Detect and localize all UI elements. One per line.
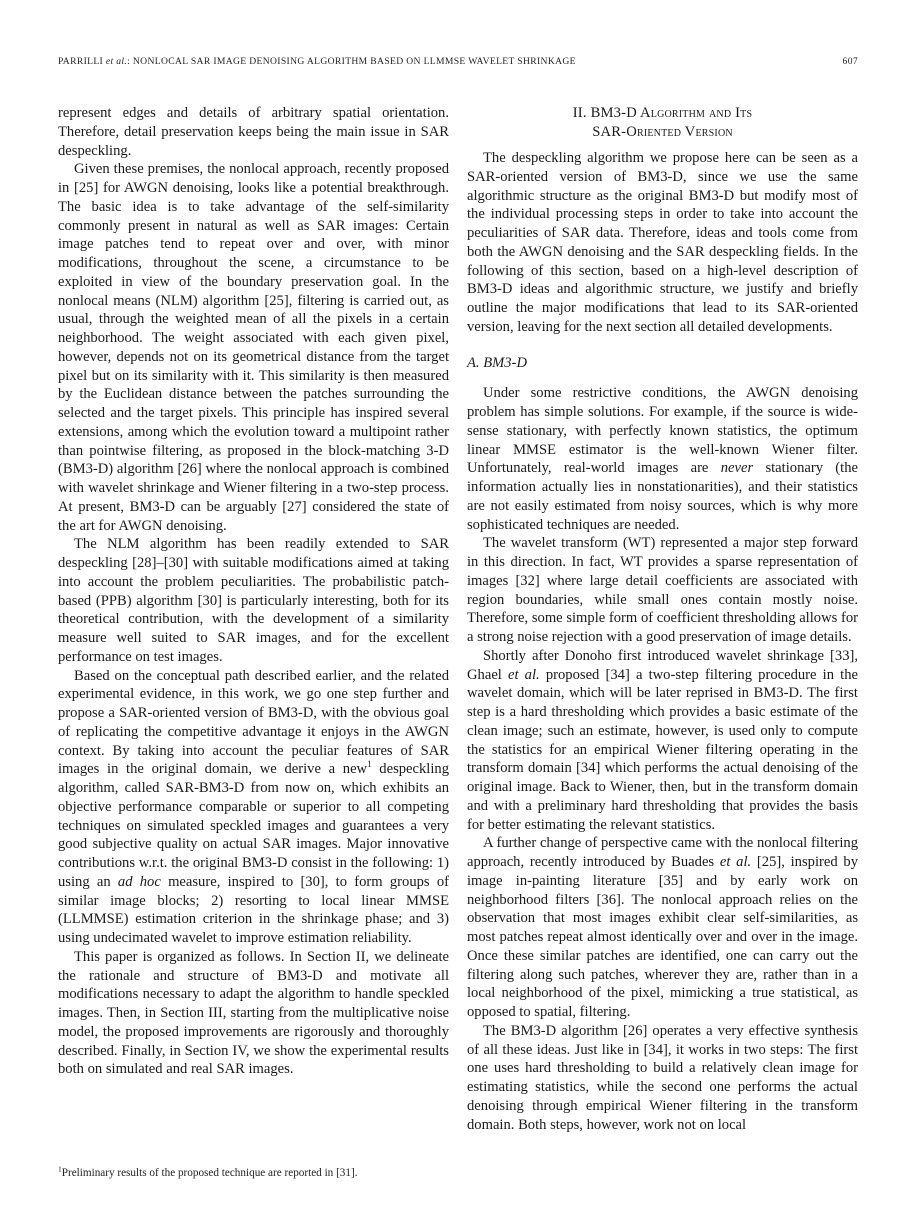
paragraph: represent edges and details of arbitrary spatial orientation. Therefore, detail preservation keeps being the main issue in SAR despeckling. (58, 105, 449, 159)
footnote-text: Preliminary results of the proposed technique are reported in [31]. (61, 1167, 358, 1179)
italic-text: et al. (508, 666, 540, 683)
italic-text: ad hoc (117, 873, 161, 890)
left-column (58, 104, 449, 1079)
text-span: proposed [34] a two-step filtering procedure in the wavelet domain, which will be later reprised in BM3-D. The first step is a hard thresholding which provides a basic estimate of the clean image; such an estimate, however, is used only to compute the statistics for an empirical Wiener filtering operating in the transform domain [34] which performs the actual denoising of the original image. Back to Wiener, then, but in the transform domain and with a preliminary hard thresholding that provides the basis for better estimating the relevant statistics. (467, 666, 858, 833)
text-span: A further change of perspective came with the nonlocal filtering approach, recently introduced by Buades (467, 835, 858, 870)
paragraph: Given these premises, the nonlocal approach, recently proposed in [25] for AWGN denoising, looks like a potential breakthrough. The basic idea is to take advantage of the self-similarity commonly present in natural as well as SAR images: Certain image patches tend to repeat over and over, with minor modifications, throughout the scene, a circumstance to be exploited in view of the boundary preservation goal. In the nonlocal means (NLM) algorithm [25], filtering is carried out, as usual, through the weighted mean of all the pixels in a certain neighborhood. The weight associated with each given pixel, however, depends not on its geometrical distance from the target pixel but on its similarity with it. This similarity is then measured by the Euclidean distance between the patches surrounding the selected and the target pixels. This principle has inspired several extensions, among which the evolution toward a multipoint rather than pointwise filtering, as proposed in the block-matching 3-D (BM3-D) algorithm [26] where the nonlocal approach is combined with wavelet shrinkage and Wiener filtering in a two-step process. At present, BM3-D can be arguably [27] considered the state of the art for AWGN denoising. (58, 161, 449, 534)
paragraph: This paper is organized as follows. In Section II, we delineate the rationale and structure of BM3-D and motivate all modifications necessary to adapt the algorithm to handle speckled images. Then, in Section III, starting from the multiplicative noise model, the proposed improvements are rigorously and thoroughly described. Finally, in Section IV, we show the experimental results both on simulated and real SAR images. (58, 948, 449, 1078)
text-span: Shortly after Donoho first introduced wavelet shrinkage [33], Ghael (467, 647, 858, 683)
text-span: Based on the conceptual path described earlier, and the related experimental evidence, in this work, we go one step further and propose a SAR-oriented version of BM3-D, with the obvious goal of replicating the competitive advantage it enjoys in the AWGN context. By taking into account the peculiar features of SAR images in the original domain, we derive a new (58, 667, 449, 778)
paragraph: The BM3-D algorithm [26] operates a very effective synthesis of all these ideas. Just like in [34], it works in two steps: The first one uses hard thresholding to build a relatively clean image for estimating statistics, while the second one performs the actual denoising through empirical Wiener filtering in the transform domain. Both steps, however, work not on local (467, 1022, 858, 1133)
text-span: Under some restrictive conditions, the AWGN denoising problem has simple solutions. For example, if the source is wide-sense stationary, with perfectly known statistics, the optimum linear MMSE estimator is the well-known Wiener filter. Unfortunately, real-world images are (467, 385, 858, 477)
paragraph (58, 667, 449, 948)
footnote-number: 1 (58, 1164, 62, 1174)
paragraph: The NLM algorithm has been readily extended to SAR despeckling [28]–[30] with suitable modifications aimed at taking into account the problem peculiarities. The probabilistic patch-based (PPB) algorithm [30] is particularly interesting, both for its theoretical contribution, with the development of a similarity measure well suited to SAR images, and for the excellent performance on test images. (58, 536, 449, 665)
paragraph (467, 834, 858, 1022)
footnote (58, 1166, 449, 1180)
running-head (58, 56, 858, 72)
running-head-title: : NONLOCAL SAR IMAGE DENOISING ALGORITHM BASED ON LLMMSE WAVELET SHRINKAGE (127, 56, 576, 67)
italic-text: et al. (719, 854, 752, 870)
paragraph (467, 647, 858, 835)
running-head-etal: et al. (105, 56, 128, 67)
text-span: despeckling algorithm, called SAR-BM3-D from now on, which exhibits an objective performance comparable or superior to all competing techniques on simulated speckled images and guarantees a very good subjective quality on actual SAR images. Major innovative contributions w.r.t. the original BM3-D consist in the following: 1) using an (58, 761, 450, 890)
text-span: measure, inspired to [30], to form groups of similar image blocks; 2) resorting to local linear MMSE (LLMMSE) estimation criterion in the shrinkage phase; and 3) using undecimated wavelet to improve estimation reliability. (58, 873, 450, 946)
section-title-line: SAR-Oriented Version (592, 124, 733, 140)
running-head-authors: PARRILLI (58, 56, 104, 67)
text-span: stationary (the information actually lies in nonstationarities), and their statistics are not easily estimated from noisy sources, which is why more sophisticated techniques are needed. (467, 460, 858, 533)
italic-text: never (720, 460, 754, 477)
text-span: [25], inspired by image in-painting literature [35] and by early work on neighborhood filters [36]. The nonlocal approach relies on the observation that most images exhibit clear self-similarities, as most patches repeat almost identically over and over in the image. Once these similar patches are identified, one can carry out the filtering along such patches, wherever they are, rather than in a local neighborhood of the pixel, mimicking a true statistical, as opposed to spatial, filtering. (467, 854, 858, 1020)
footnote-marker[interactable]: 1 (367, 759, 372, 770)
paragraph (467, 384, 858, 534)
right-column (467, 104, 858, 1134)
page-number: 607 (842, 56, 858, 67)
subsection-title: A. BM3-D (467, 354, 527, 371)
section-title-line: II. BM3-D Algorithm and Its (572, 105, 753, 121)
paragraph: The despeckling algorithm we propose here can be seen as a SAR-oriented version of BM3-D, since we use the same algorithmic structure as the original BM3-D but modify most of the individual processing steps in order to take into account the peculiarities of SAR data. Therefore, ideas and tools come from both the AWGN denoising and the SAR despeckling fields. In the following of this section, based on a high-level description of BM3-D ideas and algorithmic structure, we justify and briefly outline the major modifications that lead to its SAR-oriented version, leaving for the next section all detailed developments. (467, 150, 858, 335)
section-title (467, 104, 858, 142)
paragraph: The wavelet transform (WT) represented a major step forward in this direction. In fact, WT provides a sparse representation of images [32] where large detail coefficients are associated with region boundaries, while small ones contain mostly noise. Therefore, some simple form of coefficient thresholding allows for a strong noise rejection with a good preservation of image details. (467, 535, 858, 645)
running-title (58, 56, 576, 67)
